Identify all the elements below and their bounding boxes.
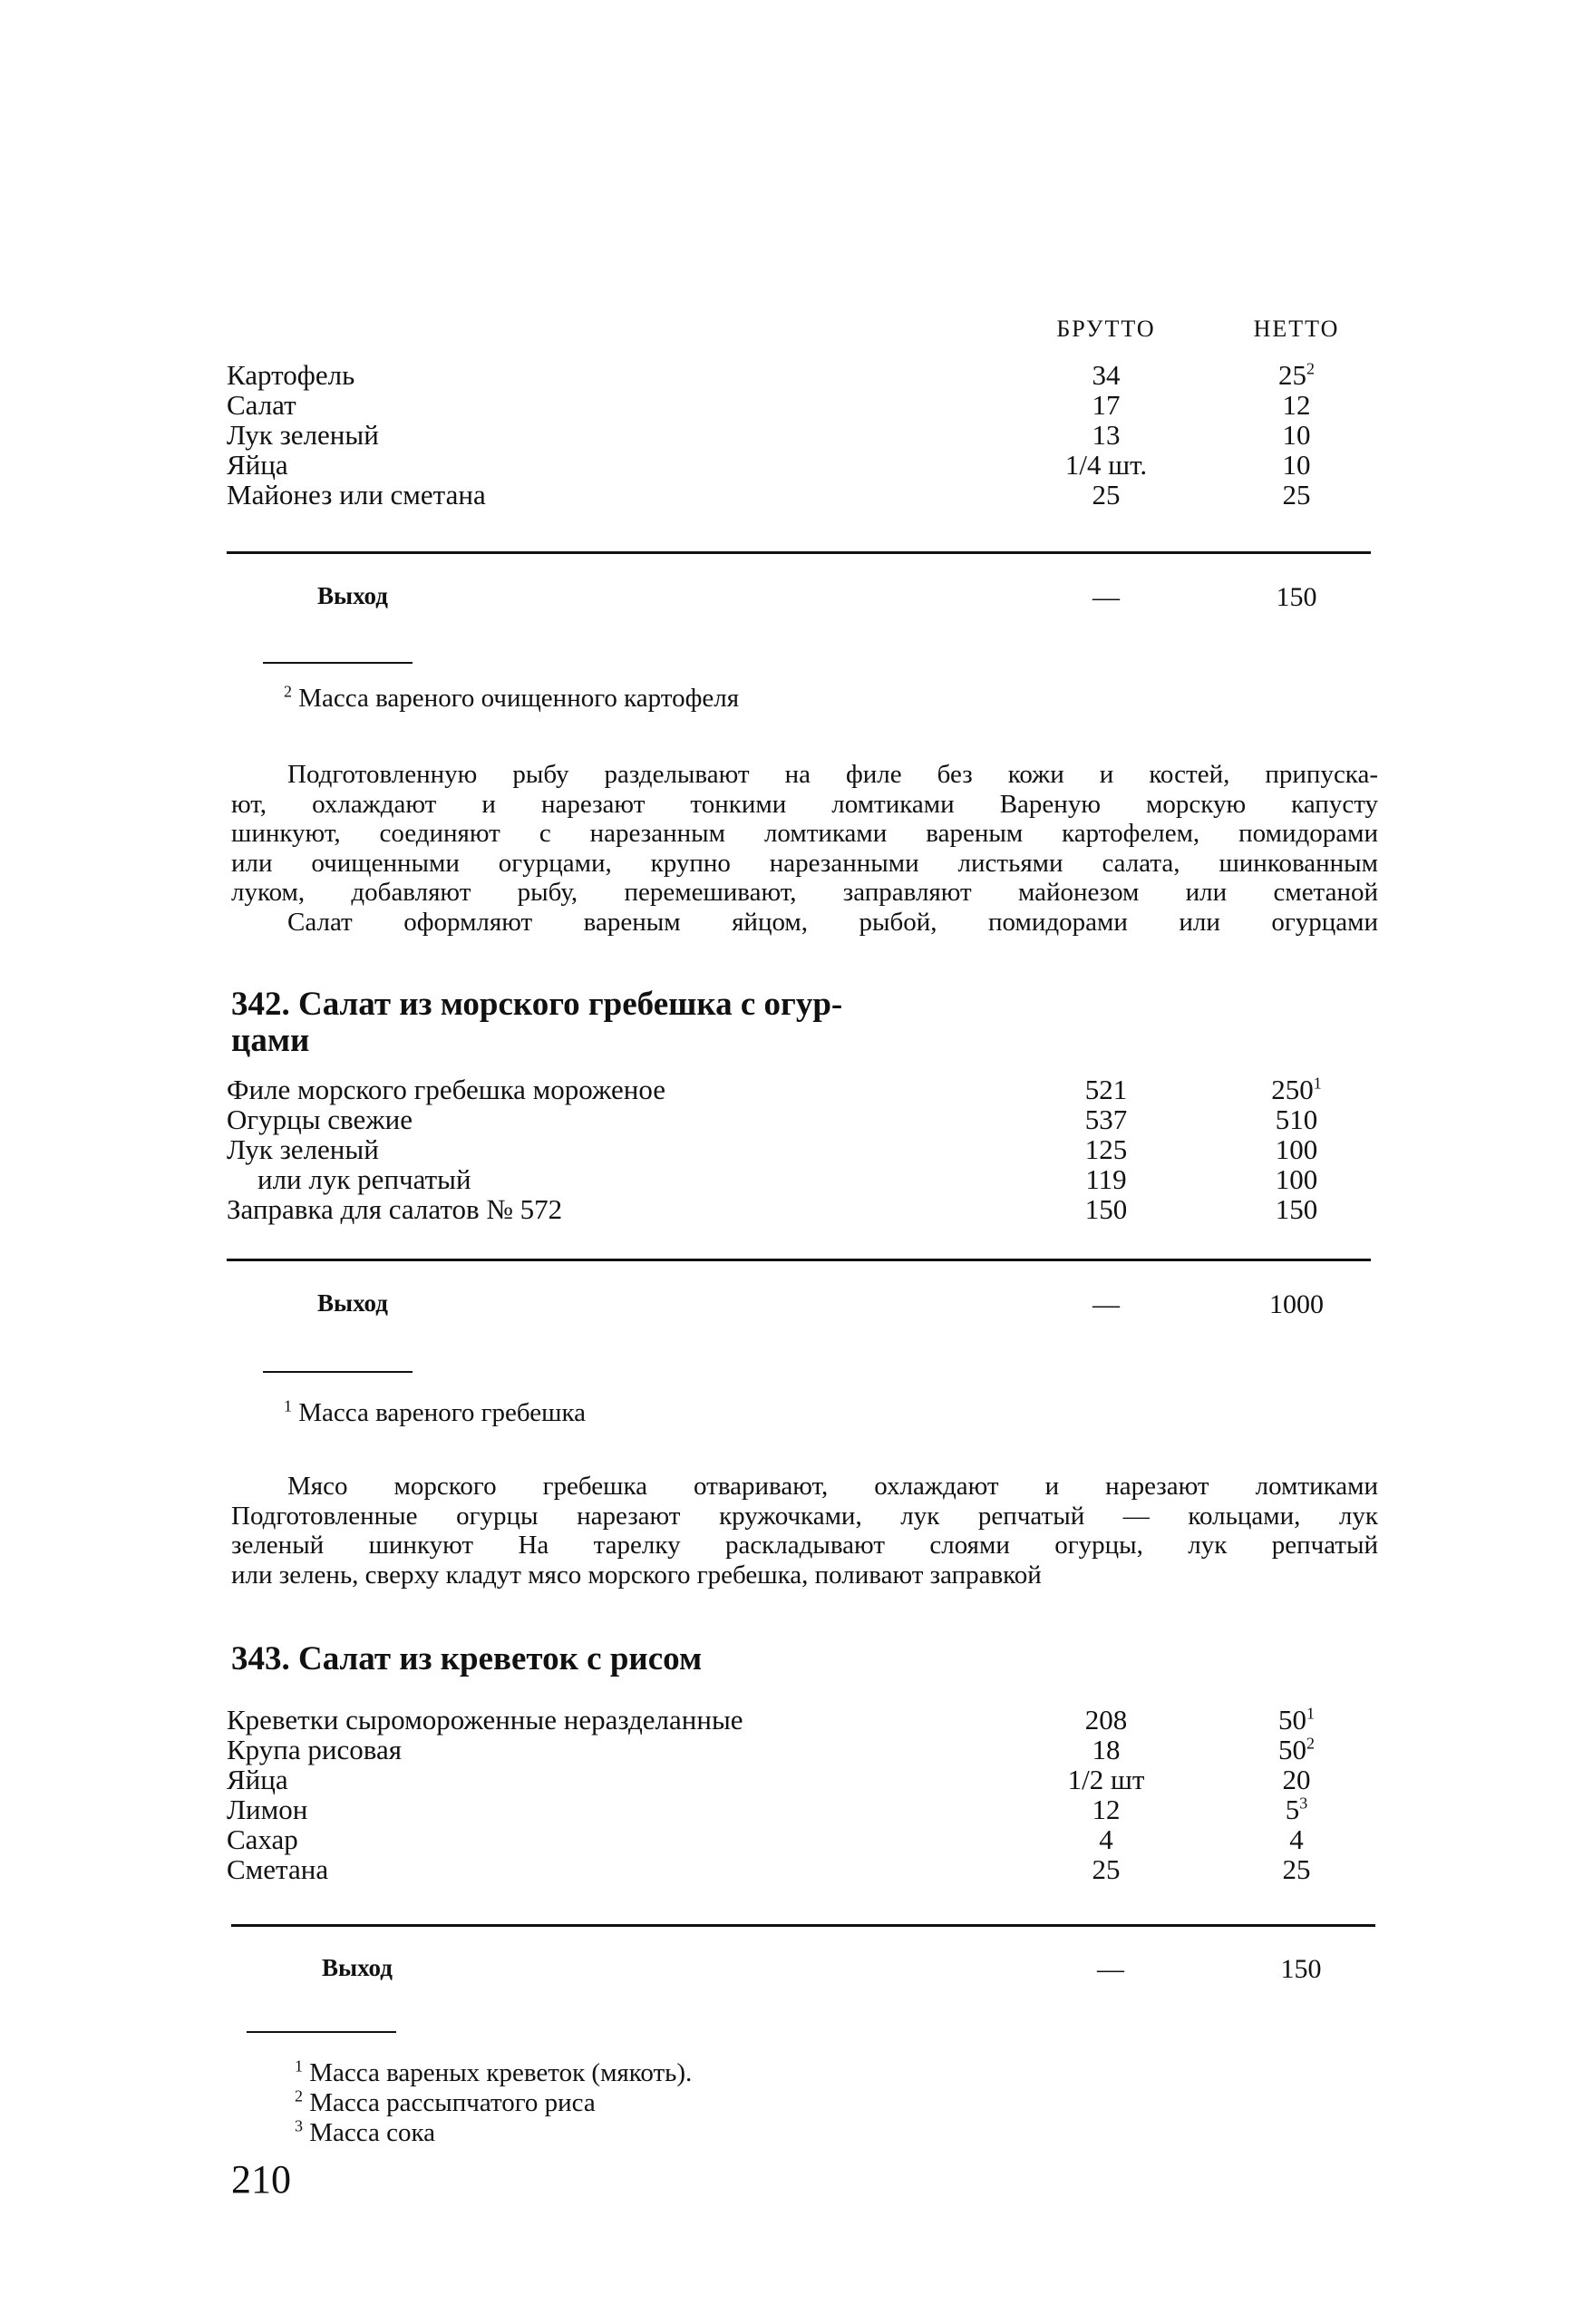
netto-value: 10 [1282,419,1311,451]
ingredient-name: Сметана [227,1853,329,1885]
brutto-value: 537 [1084,1104,1128,1135]
table-row [227,390,1378,420]
table-row [227,1164,1378,1194]
netto-value: 25 [1282,1853,1311,1885]
netto-value: $5^3$ [1285,1794,1308,1825]
footnote [284,684,739,714]
table-row [227,1194,1378,1224]
yield-row [322,1954,1383,1987]
brutto-value: 208 [1084,1704,1128,1736]
netto-value: 20 [1282,1764,1311,1795]
footnote [295,2118,435,2148]
footnote-rule [263,662,413,664]
instruction-line: Подготовленную рыбу разделывают на филе без кожи и костей, припуска- [287,760,1378,789]
brutto-value: 17 [1092,389,1121,421]
brutto-value: 34 [1092,359,1121,391]
footnote-text: Масса вареного очищенного картофеля [298,684,740,713]
instruction-line: Подготовленные огурцы нарезают кружочками, лук репчатый — кольцами, лук [231,1501,1378,1531]
netto-value: $250^1$ [1271,1074,1322,1105]
yield-brutto: — [1092,582,1120,612]
table-row [227,1134,1378,1164]
brutto-value: 25 [1092,1853,1121,1885]
footnote-mark: 3 [295,2116,303,2135]
table-row [227,1074,1378,1104]
ingredient-name: Майонез или сметана [227,479,486,511]
instructions-prev [231,760,1378,937]
netto-value: 4 [1289,1823,1304,1855]
footnote-mark: 1 [1306,1704,1315,1723]
instruction-line: шинкуют, соединяют с нарезанным ломтиками вареным картофелем, помидорами [231,819,1378,848]
netto-value: 150 [1275,1193,1318,1225]
table-row [227,1794,1378,1824]
ingredient-name: Яйца [227,1764,288,1795]
instruction-line: ют, охлаждают и нарезают тонкими ломтиками Вареную морскую капусту [231,789,1378,819]
footnote-mark: 2 [284,682,292,701]
ingredient-name: Филе морского гребешка мороженое [227,1074,666,1105]
table-row [227,1824,1378,1854]
footnote [295,2058,692,2088]
yield-netto: 150 [1276,582,1317,612]
ingredients-table-343 [227,1705,1378,1884]
ingredient-name: Креветки сыромороженные неразделанные [227,1704,743,1736]
brutto-value: 521 [1084,1074,1128,1105]
netto-value: $50^2$ [1278,1734,1315,1765]
table-row [227,1735,1378,1765]
ingredient-name: Лук зеленый [227,1133,379,1165]
yield-brutto: — [1092,1289,1120,1319]
footnote [284,1398,586,1428]
netto-value: 12 [1282,389,1311,421]
footnote-mark: 2 [1306,359,1315,378]
netto-value: $50^1$ [1278,1704,1315,1736]
footnote-mark: 2 [295,2086,303,2105]
table-row [227,450,1378,480]
brutto-value: 1/4 шт. [1064,449,1148,481]
ingredient-name: Заправка для салатов № 572 [227,1193,563,1225]
ingredient-name: Салат [227,389,296,421]
ingredient-name: Лимон [227,1794,308,1825]
footnote-text: Масса рассыпчатого риса [309,2088,596,2117]
recipe-title-342: 342. Салат из морского гребешка с огур- цами [231,986,843,1059]
footnote-mark: 1 [284,1396,292,1415]
brutto-value: 18 [1092,1734,1121,1765]
table-divider [231,1924,1375,1927]
brutto-value: 12 [1092,1794,1121,1825]
ingredients-table-prev [227,360,1378,510]
table-row [227,480,1378,510]
footnote-text: Масса сока [309,2118,436,2147]
instruction-line: Мясо морского гребешка отваривают, охлаждают и нарезают ломтиками [287,1472,1378,1501]
table-row [227,1765,1378,1794]
ingredient-name: или лук репчатый [257,1163,471,1195]
brutto-value: 125 [1084,1133,1128,1165]
instruction-line: зеленый шинкуют На тарелку раскладывают слоями огурцы, лук репчатый [231,1531,1378,1560]
footnote-rule [263,1371,413,1373]
footnote-mark: 1 [295,2057,303,2076]
ingredient-name: Крупа рисовая [227,1734,402,1765]
table-row [227,1705,1378,1735]
footnote-rule [247,2031,396,2033]
table-row [227,1104,1378,1134]
page-number: 210 [231,2157,291,2202]
ingredients-table-342 [227,1074,1378,1224]
table-row [227,1854,1378,1884]
yield-label: Выход [322,1954,393,1981]
netto-value: 510 [1275,1104,1318,1135]
instruction-line: или зелень, сверху кладут мясо морского гребешка, поливают заправкой [231,1560,1042,1590]
table-row [227,420,1378,450]
ingredient-name: Сахар [227,1823,298,1855]
table-divider [227,1259,1371,1261]
brutto-value: 4 [1099,1823,1113,1855]
ingredient-name: Огурцы свежие [227,1104,413,1135]
instruction-line: или очищенными огурцами, крупно нарезанными листьями салата, шинкованным [231,848,1378,878]
yield-label: Выход [317,1289,388,1317]
instruction-line: Салат оформляют вареным яйцом, рыбой, помидорами или огурцами [287,907,1378,937]
yield-netto: 1000 [1269,1289,1324,1319]
recipe-title-343: 343. Салат из креветок с рисом [231,1640,703,1677]
brutto-value: 13 [1092,419,1121,451]
netto-value: 25 [1282,479,1311,511]
yield-label: Выход [317,582,388,609]
footnote-mark: 3 [1299,1794,1308,1813]
yield-brutto: — [1097,1954,1124,1984]
netto-value: $25^2$ [1278,359,1315,391]
instruction-line: луком, добавляют рыбу, перемешивают, заправляют майонезом или сметаной [231,878,1378,907]
yield-netto: 150 [1280,1954,1322,1984]
footnote [295,2088,596,2118]
table-row [227,360,1378,390]
footnote-text: Масса вареных креветок (мякоть). [309,2058,693,2087]
footnote-mark: 1 [1313,1074,1322,1093]
netto-value: 100 [1275,1133,1318,1165]
ingredient-name: Яйца [227,449,288,481]
table-divider [227,551,1371,554]
footnote-text: Масса вареного гребешка [298,1398,586,1427]
instructions-342 [231,1472,1378,1590]
netto-value: 10 [1282,449,1311,481]
brutto-value: 1/2 шт [1067,1764,1145,1795]
ingredient-name: Лук зеленый [227,419,379,451]
yield-row [317,582,1378,615]
column-header-netto: НЕТТО [1253,316,1340,342]
brutto-value: 119 [1085,1163,1127,1195]
brutto-value: 25 [1092,479,1121,511]
netto-value: 100 [1275,1163,1318,1195]
column-header-brutto: БРУТТО [1056,316,1156,342]
ingredient-name: Картофель [227,359,355,391]
footnote-mark: 2 [1306,1734,1315,1753]
yield-row [317,1289,1378,1322]
brutto-value: 150 [1084,1193,1128,1225]
